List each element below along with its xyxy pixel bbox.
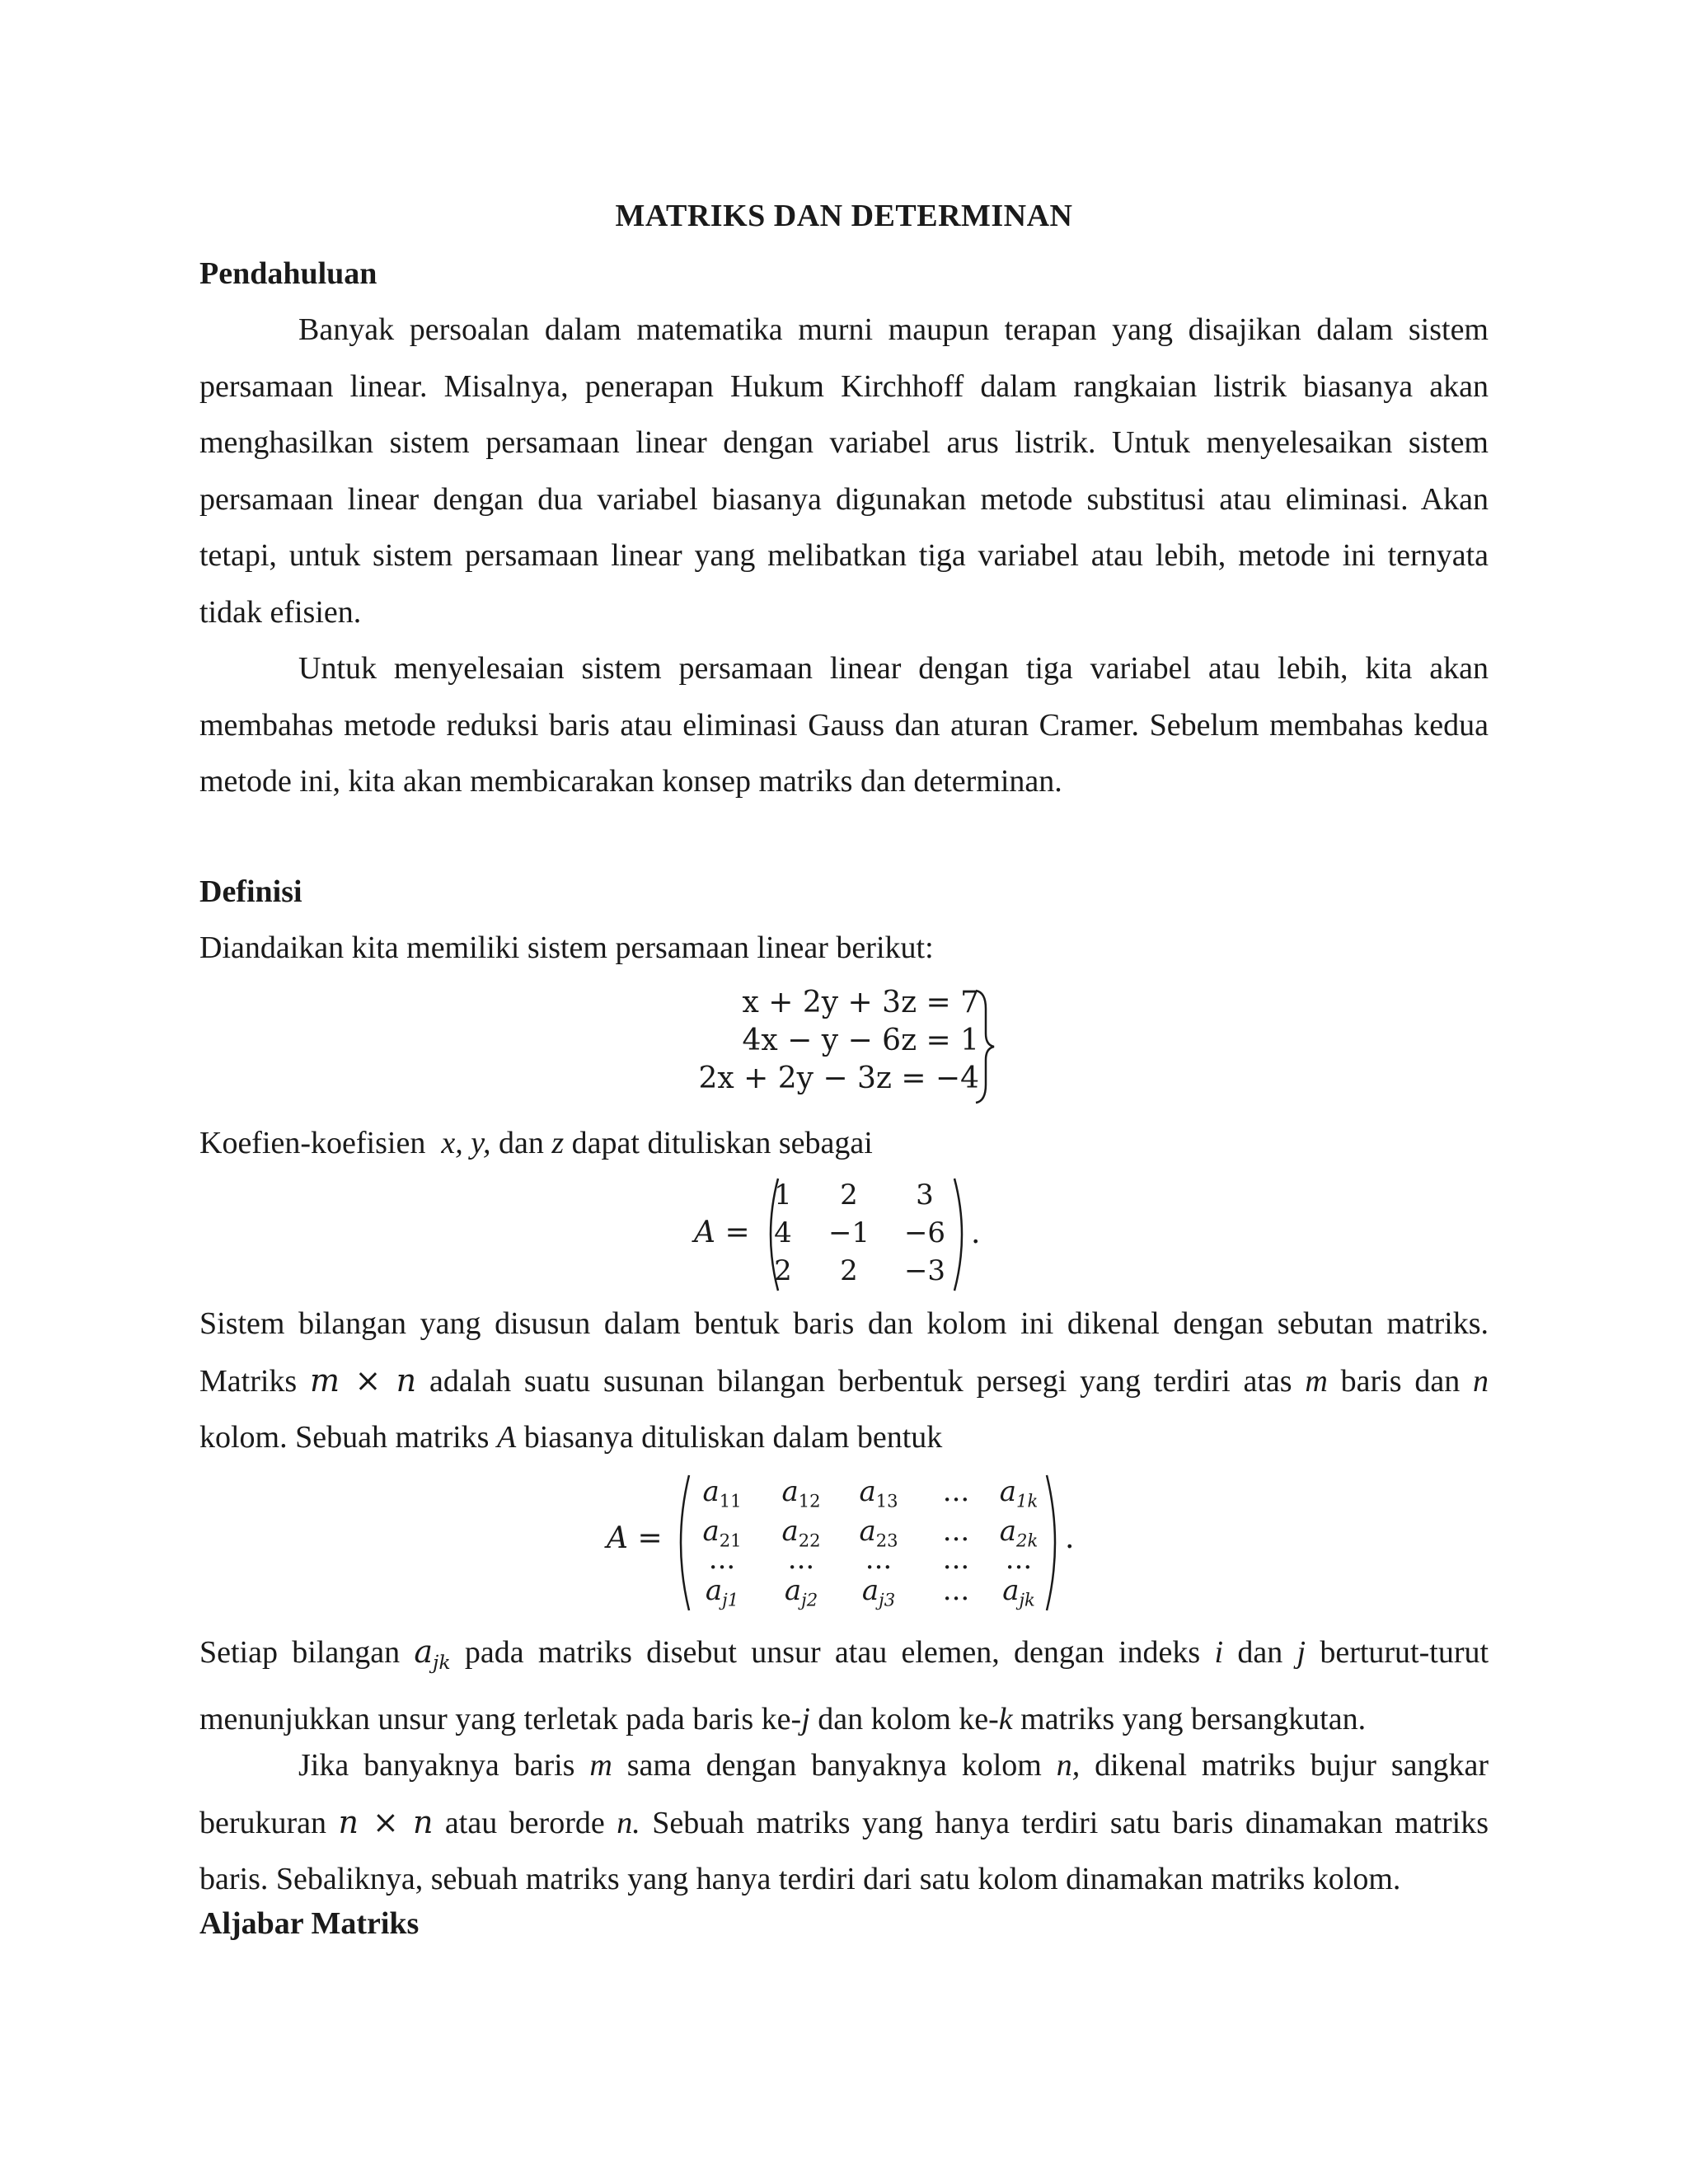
matrix-cell: $a_{23}$ <box>859 1515 898 1551</box>
matrix-cell: ... <box>942 1475 970 1508</box>
general-matrix-period: . <box>1065 1521 1075 1555</box>
matrix-cell: ... <box>865 1543 893 1576</box>
equation-row: x + 2y + 3z = 7 <box>742 986 979 1019</box>
equation-row: 4x − y − 6z = 1 <box>742 1024 979 1057</box>
matrix-cell: ... <box>942 1543 970 1576</box>
koefisien-line: Koefien-koefisien x, y, dan z dapat dituliskan sebagai <box>199 1126 873 1160</box>
intro-paragraph-1: Banyak persoalan dalam matematika murni maupun terapan yang disajikan dalam sistem persamaan linear. Misalnya, penerapan Hukum Kirchhoff dalam rangkaian listrik biasanya akan menghasilkan sistem persamaan linear dengan variabel arus listrik. Untuk menyelesaikan sistem persamaan linear dengan dua variabel biasanya digunakan metode substitusi atau eliminasi. Akan tetapi, untuk sistem persamaan linear yang melibatkan tiga variabel atau lebih, metode ini ternyata tidak efisien. <box>199 312 1489 630</box>
document-title: MATRIKS DAN DETERMINAN <box>615 199 1073 233</box>
matrix-cell: −6 <box>903 1216 946 1249</box>
matrix-cell: 3 <box>916 1179 934 1212</box>
matrix-cell: ... <box>942 1515 970 1548</box>
matrix-definition-paragraph: Sistem bilangan yang disusun dalam bentuk baris dan kolom ini dikenal dengan sebutan matriks. Matriks m × n adalah suatu susunan bilangan berbentuk persegi yang terdiri atas m baris dan n kolom. Sebuah matriks A biasanya dituliskan dalam bentuk <box>199 1306 1489 1455</box>
matrix-cell: 4 <box>774 1216 792 1249</box>
math-ajk: $a_{jk}$ <box>414 1633 451 1675</box>
matrix-cell: −1 <box>828 1216 870 1249</box>
matrix-cell: 2 <box>774 1254 792 1287</box>
heading-definisi: Definisi <box>199 874 302 909</box>
matrix-cell: $a_{1k}$ <box>999 1475 1039 1511</box>
matrix-cell: $a_{12}$ <box>781 1475 821 1511</box>
general-matrix-label: A = <box>607 1521 663 1555</box>
matrix-cell: 2 <box>840 1254 858 1287</box>
intro-paragraph-2: Untuk menyelesaian sistem persamaan linear dengan tiga variabel atau lebih, kita akan membahas metode reduksi baris atau eliminasi Gauss dan aturan Cramer. Sebelum membahas kedua metode ini, kita akan membicarakan konsep matriks dan determinan. <box>199 651 1489 799</box>
matrix-cell: ... <box>708 1543 736 1576</box>
right-paren-icon <box>951 1177 971 1292</box>
matrix-cell: ... <box>787 1543 815 1576</box>
right-paren-icon <box>1043 1474 1065 1612</box>
matrix-cell: $a_{2k}$ <box>999 1515 1039 1551</box>
matrix-a-period: . <box>971 1216 981 1250</box>
heading-pendahuluan: Pendahuluan <box>199 256 377 291</box>
matrix-cell: $a_{jk}$ <box>1002 1574 1035 1610</box>
matrix-cell: $a_{j1}$ <box>705 1574 739 1610</box>
math-n-by-n: n × n <box>338 1803 434 1840</box>
matrix-a-label: A = <box>694 1216 750 1249</box>
math-m-by-n: m × n <box>310 1361 417 1399</box>
element-paragraph: Setiap bilangan $a_{jk}$ pada matriks disebut unsur atau elemen, dengan indeks i dan j berturut-turut menunjukkan unsur yang terletak pada baris ke-j dan kolom ke-k matriks yang bersangkutan. <box>199 1633 1489 1736</box>
matrix-cell: $a_{21}$ <box>702 1515 742 1551</box>
heading-aljabar-matriks: Aljabar Matriks <box>199 1906 420 1941</box>
definisi-lead: Diandaikan kita memiliki sistem persamaan linear berikut: <box>199 930 934 965</box>
variables-xy: x, y, <box>441 1126 491 1160</box>
matrix-cell: $a_{j3}$ <box>861 1574 896 1610</box>
matrix-cell: $a_{11}$ <box>702 1475 742 1511</box>
right-brace-icon <box>973 989 997 1104</box>
square-matrix-paragraph: Jika banyaknya baris m sama dengan banyaknya kolom n, dikenal matriks bujur sangkar berukuran n × n atau berorde n. Sebuah matriks yang hanya terdiri satu baris dinamakan matriks baris. Sebaliknya, sebuah matriks yang hanya terdiri dari satu kolom dinamakan matriks kolom. <box>199 1748 1489 1896</box>
matrix-cell: $a_{j2}$ <box>784 1574 818 1610</box>
equation-row: 2x + 2y − 3z = −4 <box>698 1062 979 1095</box>
matrix-cell: 2 <box>840 1179 858 1212</box>
matrix-cell: $a_{13}$ <box>859 1475 898 1511</box>
matrix-cell: $a_{22}$ <box>781 1515 821 1551</box>
matrix-cell: ... <box>942 1574 970 1607</box>
matrix-cell: ... <box>1005 1543 1033 1576</box>
matrix-cell: −3 <box>903 1254 946 1287</box>
matrix-cell: 1 <box>774 1179 792 1212</box>
